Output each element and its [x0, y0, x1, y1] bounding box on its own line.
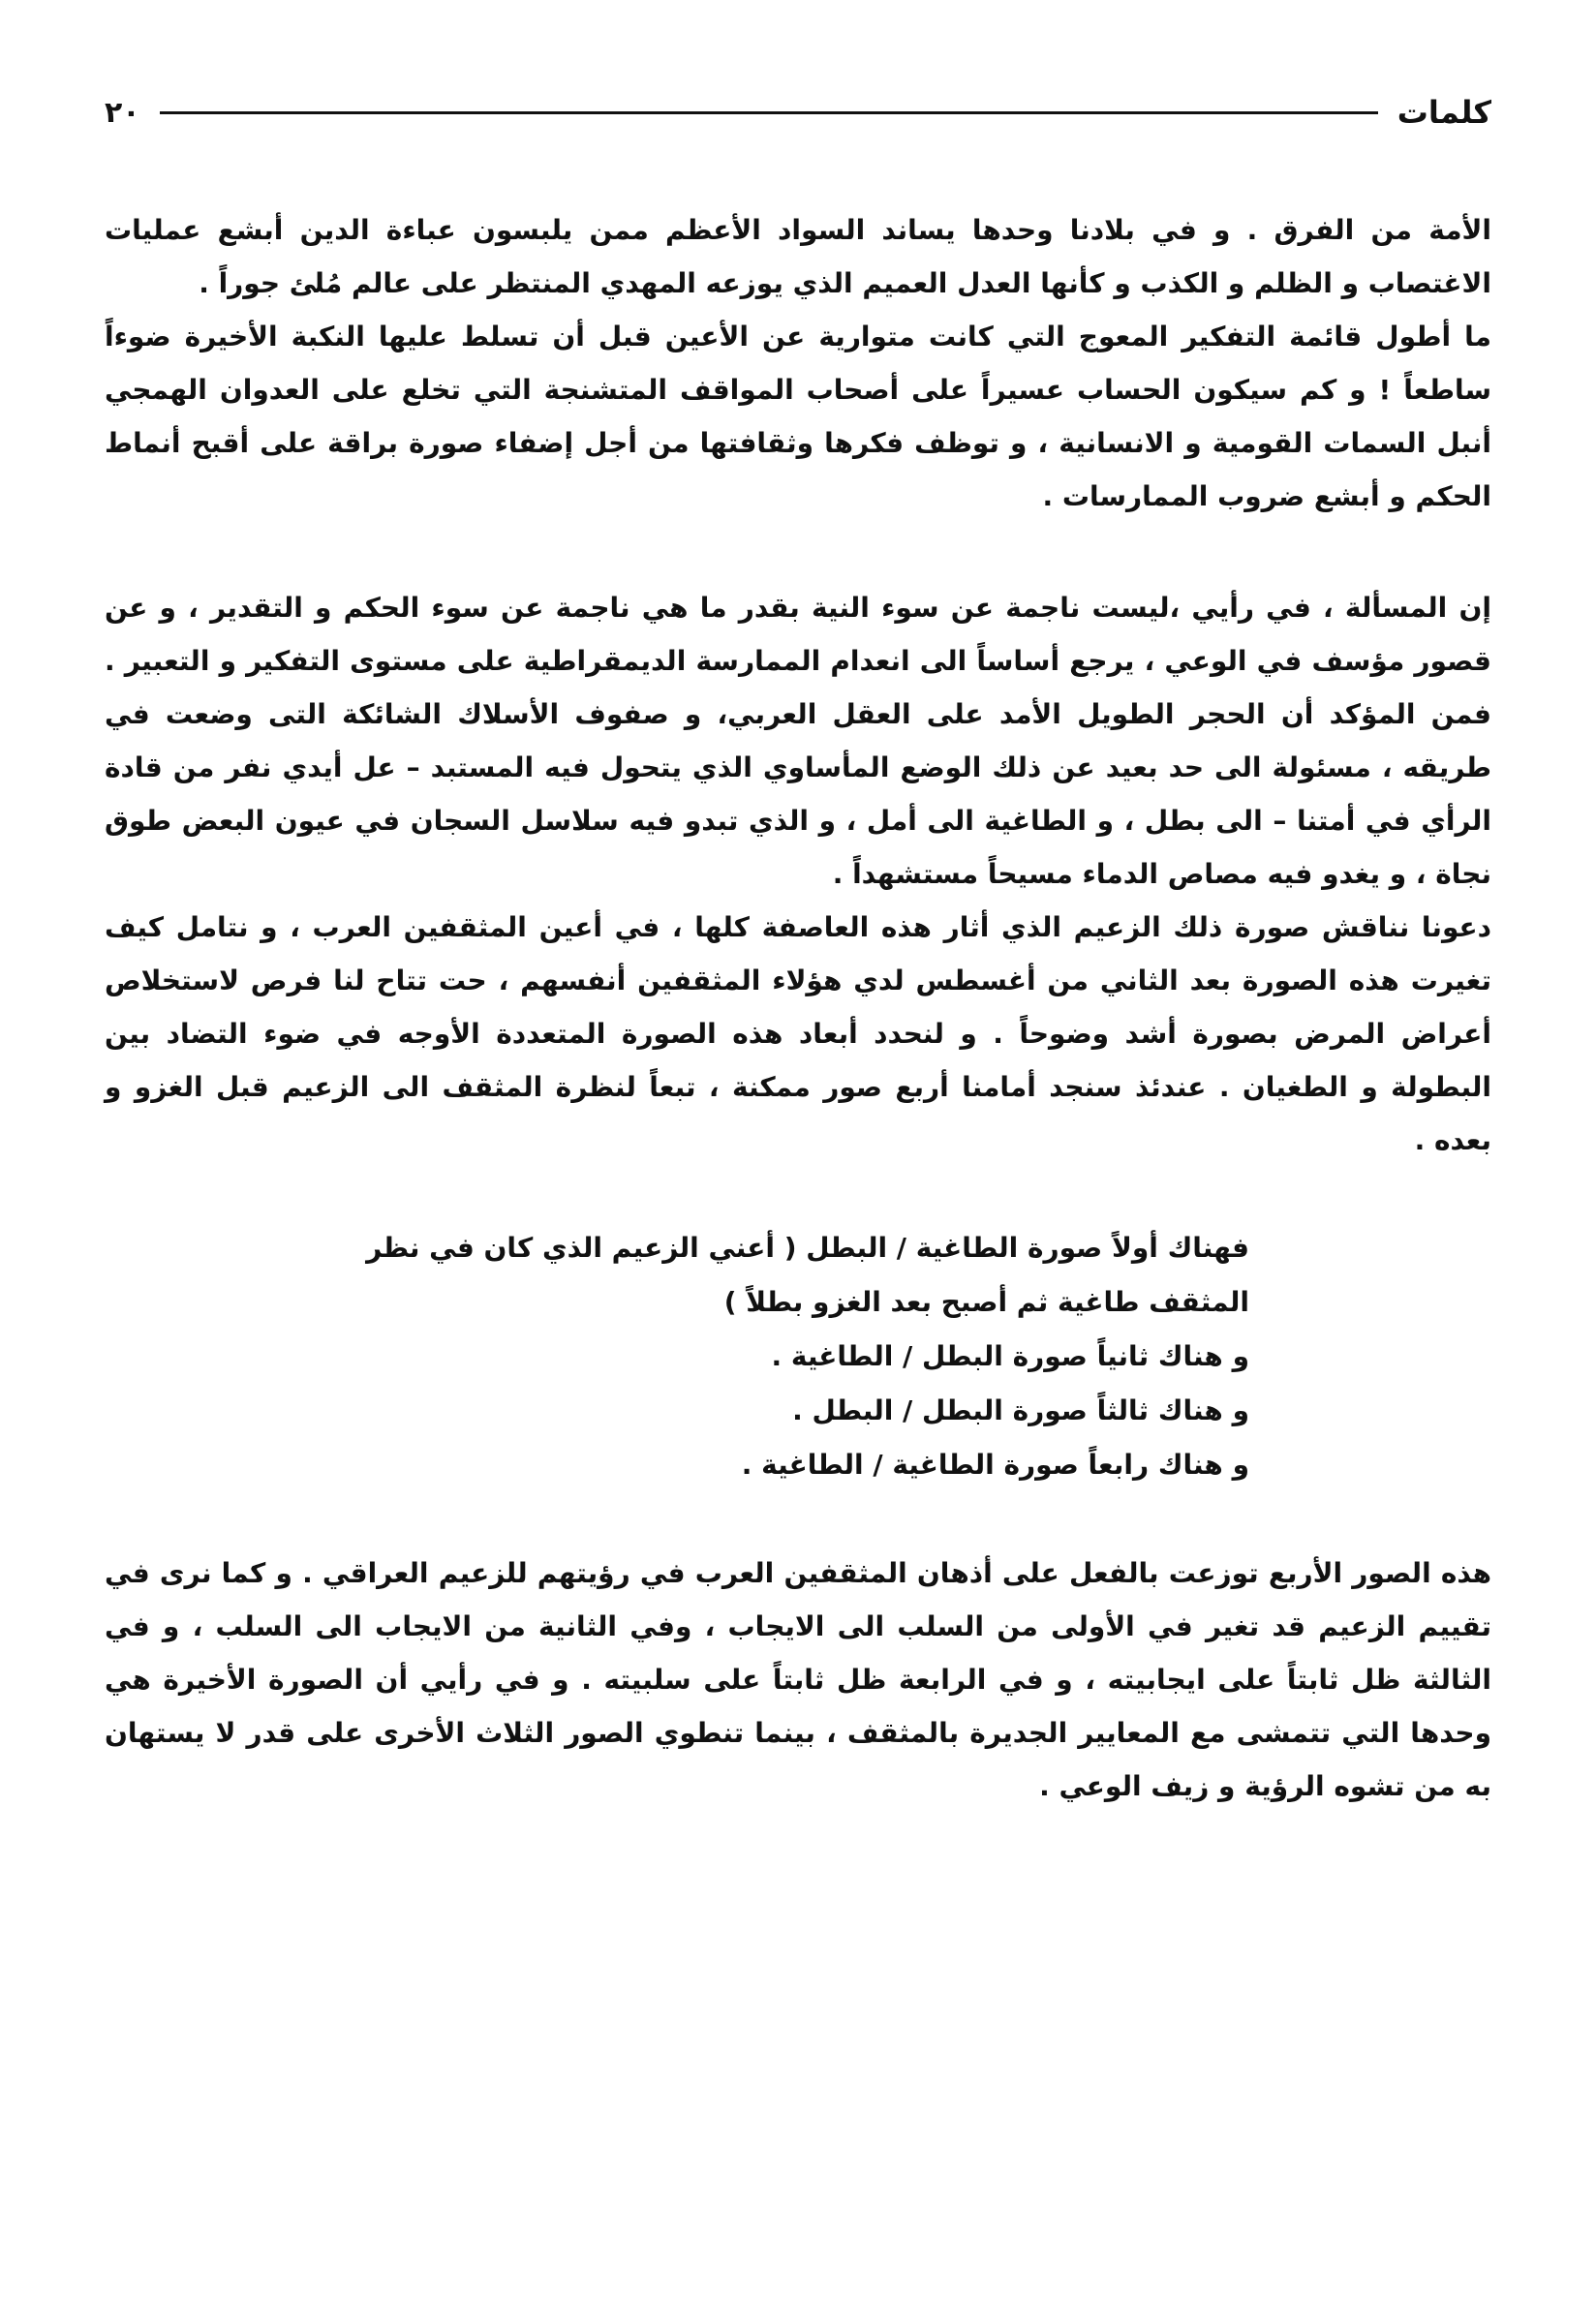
image-list: [105, 1221, 1491, 1492]
page-number: ٢٠: [105, 95, 140, 130]
paragraph: الأمة من الفرق . و في بلادنا وحدها يساند السواد الأعظم ممن يلبسون عباءة الدين أبشع عمليات الاغتصاب و الظلم و الكذب و كأنها العدل العميم الذي يوزعه المهدي المنتظر على عالم مُلئ جوراً .: [105, 214, 1491, 299]
paragraph: إن المسألة ، في رأيي ،ليست ناجمة عن سوء النية بقدر ما هي ناجمة عن سوء الحكم و التقدير ، و عن قصور مؤسف في الوعي ، يرجع أساساً الى انعدام الممارسة الديمقراطية على مستوى التفكير و التعبير . فمن المؤكد أن الحجر الطويل الأمد على العقل العربي، و صفوف الأسلاك الشائكة التى وضعت في طريقه ، مسئولة الى حد بعيد عن ذلك الوضع المأساوي الذي يتحول فيه المستبد – عل أيدي نفر من قادة الرأي في أمتنا – الى بطل ، و الطاغية الى أمل ، و الذي تبدو فيه سلاسل السجان في عيون البعض طوق نجاة ، و يغدو فيه مصاص الدماء مسيحاً مستشهداً .: [105, 592, 1491, 890]
list-item: و هناك رابعاً صورة الطاغية / الطاغية .: [741, 1449, 1249, 1481]
paragraph: دعونا نناقش صورة ذلك الزعيم الذي أثار هذه العاصفة كلها ، في أعين المثقفين العرب ، و نتامل كيف تغيرت هذه الصورة بعد الثاني من أغسطس لدي هؤلاء المثقفين أنفسهم ، حت تتاح لنا فرص لاستخلاص أعراض المرض بصورة أشد وضوحاً . و لنحدد أبعاد هذه الصورة المتعددة الأوجه في ضوء التضاد بين البطولة و الطغيان . عندئذ سنجد أمامنا أربع صور ممكنة ، تبعاً لنظرة المثقف الى الزعيم قبل الغزو و بعده .: [105, 911, 1491, 1156]
list-item: فهناك أولاً صورة الطاغية / البطل ( أعني الزعيم الذي كان في نظر المثقف طاغية ثم أصبح بعد الغزو بطلاً ): [366, 1232, 1249, 1318]
paragraph: ما أطول قائمة التفكير المعوج التي كانت متوارية عن الأعين قبل أن تسلط عليها النكبة الأخيرة ضوءاً ساطعاً ! و كم سيكون الحساب عسيراً على أصحاب المواقف المتشنجة التي تخلع على العدوان الهمجي أنبل السمات القومية و الانسانية ، و توظف فكرها وثقافتها من أجل إضفاء صورة براقة على أقبح أنماط الحكم و أبشع ضروب الممارسات .: [105, 321, 1491, 512]
page-body: [105, 203, 1491, 1813]
running-title: كلمات: [1396, 94, 1491, 131]
list-item: و هناك ثانياً صورة البطل / الطاغية .: [771, 1340, 1249, 1372]
header-rule: [160, 111, 1378, 114]
section-gap: [105, 1492, 1491, 1547]
page-header: [105, 89, 1491, 136]
section-gap: [105, 1167, 1491, 1221]
list-item: و هناك ثالثاً صورة البطل / البطل .: [792, 1394, 1249, 1426]
paragraph: هذه الصور الأربع توزعت بالفعل على أذهان المثقفين العرب في رؤيتهم للزعيم العراقي . و كما نرى في تقييم الزعيم قد تغير في الأولى من السلب الى الايجاب ، وفي الثانية من الايجاب الى السلب ، و في الثالثة ظل ثابتاً على ايجابيته ، و في الرابعة ظل ثابتاً على سلبيته . و في رأيي أن الصورة الأخيرة هي وحدها التي تتمشى مع المعايير الجديرة بالمثقف ، بينما تنطوي الصور الثلاث الأخرى على قدر لا يستهان به من تشوه الرؤية و زيف الوعي .: [105, 1557, 1491, 1802]
section-gap: [105, 523, 1491, 581]
